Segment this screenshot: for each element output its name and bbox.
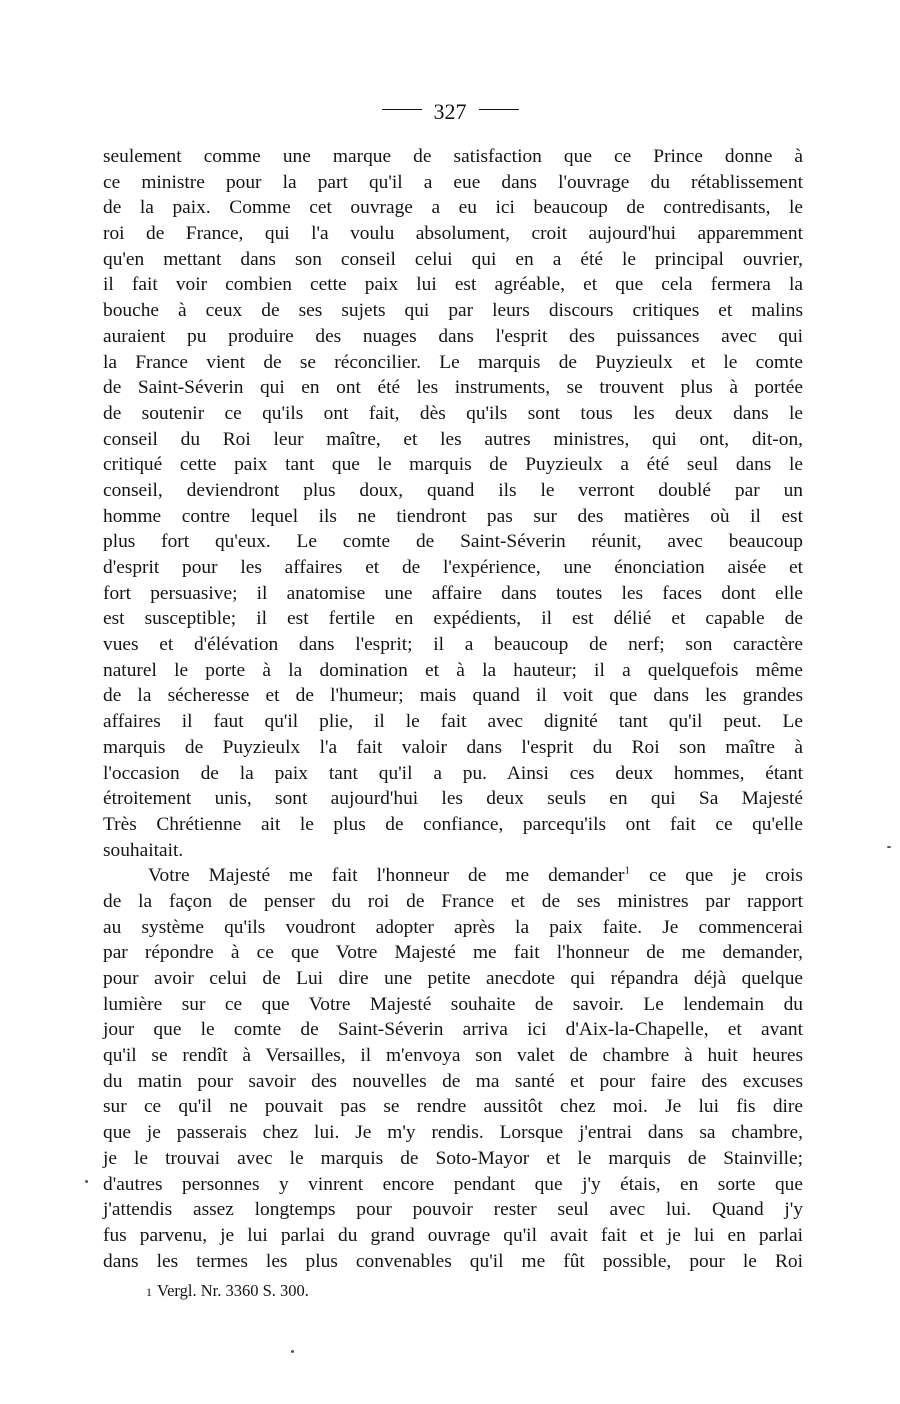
- text-line: il fait voir combien cette paix lui est agréable, et que cela fermera la: [103, 274, 803, 296]
- text-line: conseil, deviendront plus doux, quand ils le verront doublé par un: [103, 479, 803, 501]
- text-line: la France vient de se réconcilier. Le marquis de Puyzieulx et le comte: [103, 351, 803, 373]
- scan-speck: [85, 1180, 88, 1183]
- text-line: roi de France, qui l'a voulu absolument, croit aujourd'hui apparemment: [103, 223, 803, 245]
- page-number: 327: [433, 98, 467, 124]
- text-line: marquis de Puyzieulx l'a fait valoir dans l'esprit du Roi son maître à: [103, 736, 803, 758]
- body-text: [103, 144, 803, 1274]
- text-line: j'attendis assez longtemps pour pouvoir rester seul avec lui. Quand j'y: [103, 1199, 803, 1221]
- text-line: de Saint-Séverin qui en ont été les instruments, se trouvent plus à portée: [103, 377, 803, 399]
- text-line: sur ce qu'il ne pouvait pas se rendre aussitôt chez moi. Je lui fis dire: [103, 1096, 803, 1118]
- text-line: plus fort qu'eux. Le comte de Saint-Séverin réunit, avec beaucoup: [103, 531, 803, 553]
- text-fragment: ce que je crois: [649, 865, 803, 887]
- text-line: homme contre lequel ils ne tiendront pas sur des matières où il est: [103, 505, 803, 527]
- text-line: conseil du Roi leur maître, et les autres ministres, qui ont, dit-on,: [103, 428, 803, 450]
- text-line: de la paix. Comme cet ouvrage a eu ici beaucoup de contredisants, le: [103, 197, 803, 219]
- text-line: au système qu'ils voudront adopter après la paix faite. Je commencerai: [103, 916, 803, 938]
- text-line: critiqué cette paix tant que le marquis de Puyzieulx a été seul dans le: [103, 454, 803, 476]
- text-line: d'esprit pour les affaires et de l'expérience, une énonciation aisée et: [103, 557, 803, 578]
- text-line: qu'il se rendît à Versailles, il m'envoya son valet de chambre à huit heures: [103, 1045, 803, 1067]
- text-line: l'occasion de la paix tant qu'il a pu. Ainsi ces deux hommes, étant: [103, 762, 803, 784]
- text-line: qu'en mettant dans son conseil celui qui en a été le principal ouvrier,: [103, 248, 803, 270]
- text-line: d'autres personnes y vinrent encore pendant que j'y étais, en sorte que: [103, 1173, 803, 1195]
- header-rule-left: [382, 109, 422, 110]
- text-line: Très Chrétienne ait le plus de confiance, parcequ'ils ont fait ce qu'elle: [103, 813, 803, 835]
- text-line: lumière sur ce que Votre Majesté souhaite de savoir. Le lendemain du: [103, 993, 803, 1015]
- text-line: par répondre à ce que Votre Majesté me fait l'honneur de me demander,: [103, 942, 803, 964]
- text-line: ce ministre pour la part qu'il a eue dans l'ouvrage du rétablissement: [103, 171, 803, 193]
- text-line: naturel le porte à la domination et à la hauteur; il a quelquefois même: [103, 659, 803, 681]
- page-header: [0, 95, 900, 127]
- text-line: jour que le comte de Saint-Séverin arriva ici d'Aix-la-Chapelle, et avant: [103, 1019, 803, 1041]
- text-line: fus parvenu, je lui parlai du grand ouvrage qu'il avait fait et je lui en parlai: [103, 1224, 803, 1246]
- footnote-number: 1: [146, 1285, 152, 1299]
- header-rule-right: [479, 109, 519, 110]
- footnote-marker: 1: [624, 864, 631, 877]
- text-line: de la façon de penser du roi de France et de ses ministres par rapport: [103, 890, 803, 912]
- text-line: étroitement unis, sont aujourd'hui les deux seuls en qui Sa Majesté: [103, 788, 803, 810]
- footnote-text: Vergl. Nr. 3360 S. 300.: [157, 1281, 309, 1300]
- text-line: fort persuasive; il anatomise une affaire dans toutes les faces dont elle: [103, 582, 803, 604]
- footnote: [146, 1280, 309, 1303]
- text-line: que je passerais chez lui. Je m'y rendis. Lorsque j'entrai dans sa chambre,: [103, 1122, 803, 1144]
- text-line: dans les termes les plus convenables qu'il me fût possible, pour le Roi: [103, 1250, 803, 1272]
- text-line: bouche à ceux de ses sujets qui par leurs discours critiques et malins: [103, 300, 803, 322]
- text-line: souhaitait.: [103, 839, 184, 861]
- text-line: de la sécheresse et de l'humeur; mais quand il voit que dans les grandes: [103, 685, 803, 707]
- scan-speck: [291, 1350, 294, 1353]
- text-line: de soutenir ce qu'ils ont fait, dès qu'ils sont tous les deux dans le: [103, 402, 803, 424]
- text-line-with-footnote: [103, 863, 803, 889]
- text-line: du matin pour savoir des nouvelles de ma santé et pour faire des excuses: [103, 1070, 803, 1092]
- text-line: je le trouvai avec le marquis de Soto-Mayor et le marquis de Stainville;: [103, 1147, 803, 1169]
- scan-speck: [887, 846, 891, 848]
- text-line: vues et d'élévation dans l'esprit; il a beaucoup de nerf; son caractère: [103, 634, 803, 656]
- text-fragment: Votre Majesté me fait l'honneur de me demander: [148, 865, 625, 887]
- text-line: pour avoir celui de Lui dire une petite anecdote qui répandra déjà quelque: [103, 968, 803, 989]
- text-line: auraient pu produire des nuages dans l'esprit des puissances avec qui: [103, 325, 803, 347]
- text-line: est susceptible; il est fertile en expédients, il est délié et capable de: [103, 608, 803, 630]
- text-line: affaires il faut qu'il plie, il le fait avec dignité tant qu'il peut. Le: [103, 711, 803, 733]
- text-line: seulement comme une marque de satisfaction que ce Prince donne à: [103, 146, 803, 167]
